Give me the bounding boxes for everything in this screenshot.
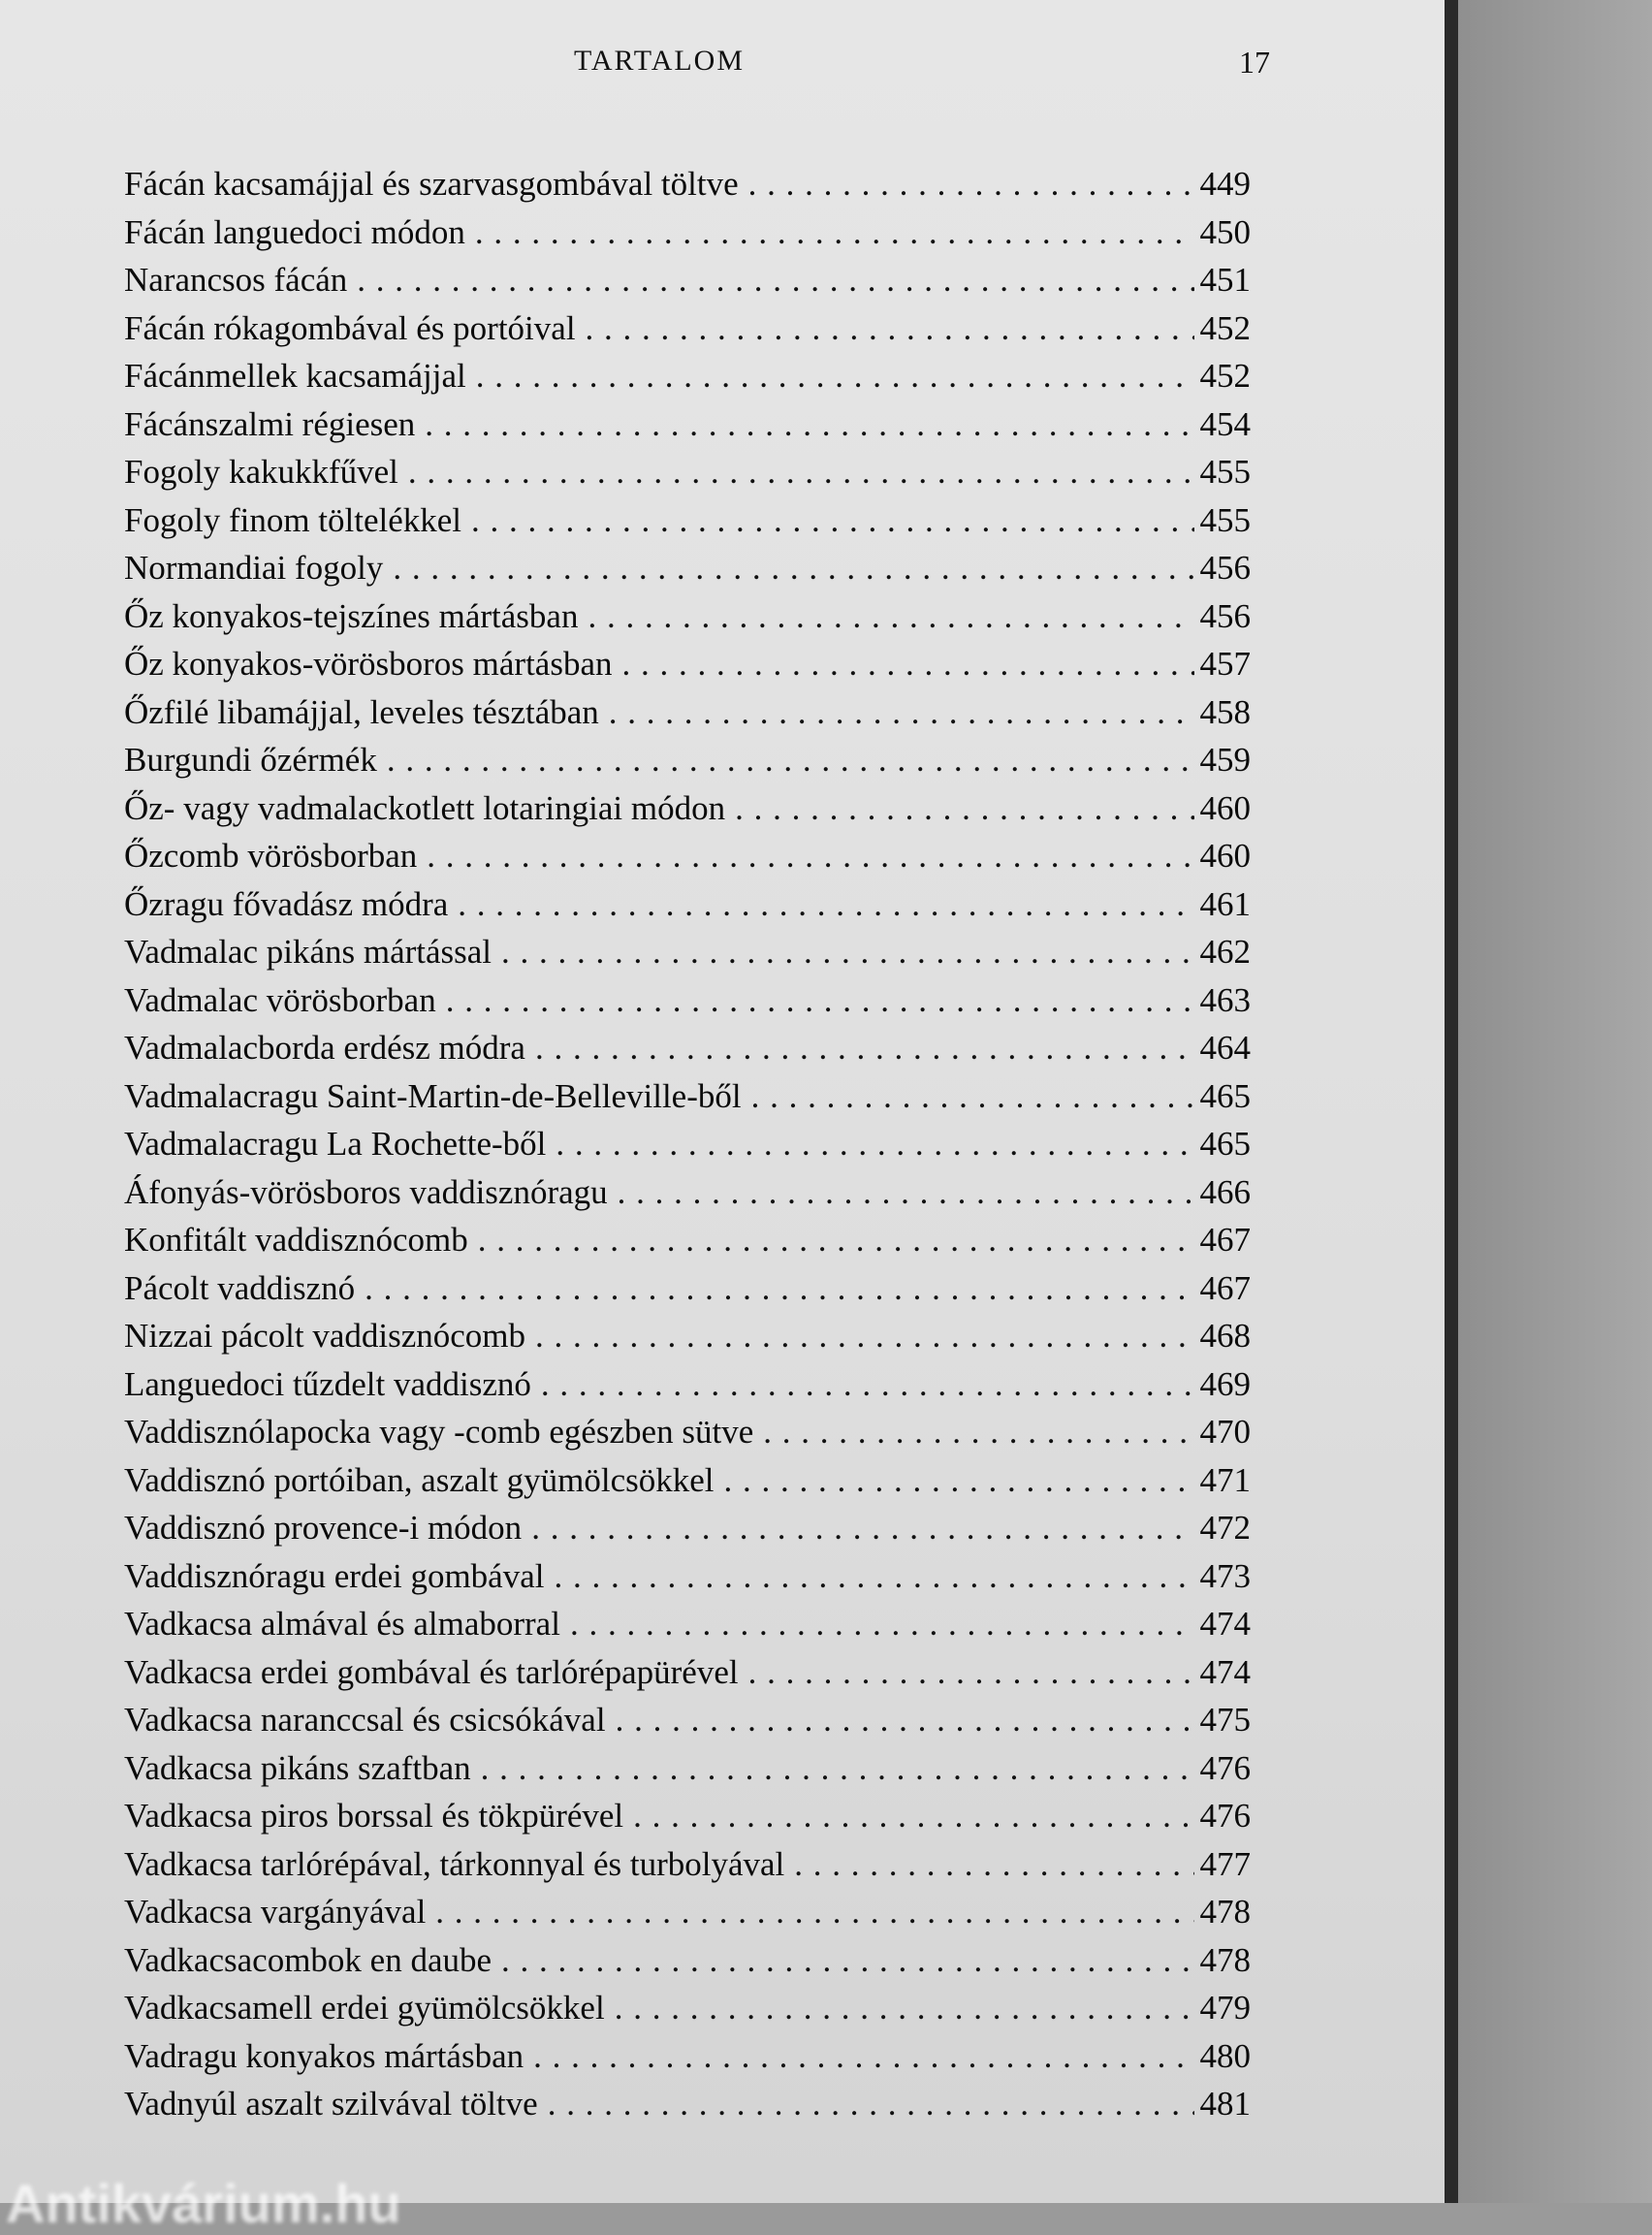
dot-leader [501,933,1193,972]
entry-title: Őzfilé libamájjal, leveles tésztában [124,692,599,731]
dot-leader [478,1221,1194,1260]
entry-title: Áfonyás-vörösboros vaddisznóragu [124,1172,608,1211]
entry-page: 467 [1199,1268,1251,1307]
entry-page: 463 [1199,980,1251,1019]
dot-leader [794,1845,1193,1884]
toc-entry [124,309,1251,358]
toc-entry [124,549,1251,597]
dot-leader [501,1941,1193,1980]
dot-leader [748,1653,1194,1692]
entry-title: Vaddisznó portóiban, aszalt gyümölcsökkel [124,1460,715,1499]
toc-entry [124,1413,1251,1461]
toc-entry [124,741,1251,789]
entry-title: Vadkacsa naranccsal és csicsókával [124,1701,606,1739]
dot-leader [609,693,1194,732]
dot-leader [357,261,1193,300]
entry-page: 460 [1199,837,1251,875]
toc-entry [124,1797,1251,1845]
toc-entry [124,1077,1251,1126]
dot-leader [586,309,1194,348]
toc-entry [124,357,1251,405]
dot-leader [618,1173,1194,1212]
background-surface [1445,0,1652,2203]
entry-page: 461 [1199,884,1251,923]
toc-entry [124,453,1251,501]
toc-entry [124,597,1251,646]
entry-page: 452 [1199,357,1251,395]
toc-entry [124,1509,1251,1557]
dot-leader [471,501,1193,540]
toc-entry [124,1029,1251,1077]
entry-page: 480 [1199,2036,1251,2075]
dot-leader [748,165,1194,204]
dot-leader [751,1077,1194,1116]
watermark: Antikvárium.hu [6,2173,401,2234]
entry-title: Vadkacsamell erdei gyümölcsökkel [124,1989,605,2027]
entry-page: 481 [1199,2085,1251,2123]
entry-title: Vaddisznó provence-i módon [124,1509,523,1547]
toc-entry [124,1173,1251,1222]
entry-title: Vaddisznóragu erdei gombával [124,1556,545,1595]
toc-entry [124,1893,1251,1941]
dot-leader [556,1125,1193,1164]
entry-page: 458 [1199,692,1251,731]
toc-entry [124,693,1251,742]
toc-entry [124,405,1251,454]
entry-title: Őz- vagy vadmalackotlett lotaringiai módon [124,788,726,827]
entry-title: Normandiai fogoly [124,549,384,587]
toc-entry [124,981,1251,1030]
entry-title: Vadnyúl aszalt szilvával töltve [124,2085,538,2123]
entry-page: 459 [1199,741,1251,779]
toc-entry [124,645,1251,693]
entry-title: Konfitált vaddisznócomb [124,1221,468,1259]
dot-leader [435,1893,1193,1932]
running-title: TARTALOM [573,45,746,77]
entry-title: Fácán kacsamájjal és szarvasgombával töltve [124,165,739,203]
entry-title: Vadkacsa almával és almaborral [124,1605,560,1643]
entry-page: 456 [1199,596,1251,635]
dot-leader [548,2085,1194,2123]
entry-title: Vadkacsacombok en daube [124,1940,492,1979]
toc-entry [124,213,1251,262]
entry-title: Vadmalacragu La Rochette-ből [124,1125,547,1163]
toc-entry [124,1701,1251,1749]
entry-page: 468 [1199,1317,1251,1355]
toc-entry [124,1365,1251,1414]
entry-title: Vadkacsa vargányával [124,1893,427,1931]
entry-title: Őz konyakos-tejszínes mártásban [124,596,579,635]
dot-leader [481,1749,1194,1788]
dot-leader [570,1605,1194,1644]
toc-entry [124,165,1251,213]
toc-entry [124,837,1251,885]
entry-title: Őzragu fővadász módra [124,884,449,923]
dot-leader [616,1701,1194,1740]
toc-entry [124,261,1251,309]
entry-page: 464 [1199,1029,1251,1067]
entry-page: 472 [1199,1509,1251,1547]
entry-title: Őzcomb vörösborban [124,837,418,875]
toc-entry [124,1653,1251,1702]
entry-page: 474 [1199,1652,1251,1691]
toc-entry [124,2085,1251,2133]
toc-entry [124,1989,1251,2037]
entry-title: Vadmalac pikáns mártással [124,933,492,971]
toc-entry [124,1461,1251,1510]
entry-title: Vadkacsa erdei gombával és tarlórépapürével [124,1652,739,1691]
dot-leader [408,453,1194,492]
entry-page: 465 [1199,1076,1251,1115]
entry-title: Fácán languedoci módon [124,212,465,251]
entry-title: Fácánmellek kacsamájjal [124,357,466,395]
toc-entry [124,501,1251,550]
entry-page: 454 [1199,404,1251,443]
entry-page: 467 [1199,1221,1251,1259]
dot-leader [387,741,1194,780]
dot-leader [365,1269,1193,1308]
entry-title: Vadkacsa piros borssal és tökpürével [124,1797,624,1835]
toc-entry [124,1269,1251,1318]
entry-page: 478 [1199,1893,1251,1931]
entry-title: Vadmalac vörösborban [124,980,436,1019]
dot-leader [476,357,1194,396]
entry-page: 471 [1199,1460,1251,1499]
dot-leader [475,213,1194,252]
entry-page: 450 [1199,212,1251,251]
dot-leader [458,885,1193,924]
entry-page: 457 [1199,645,1251,683]
entry-title: Languedoci tűzdelt vaddisznó [124,1364,531,1403]
toc-entry [124,2037,1251,2086]
dot-leader [541,1365,1194,1404]
dot-leader [446,981,1194,1020]
toc-entry [124,1605,1251,1653]
entry-page: 477 [1199,1844,1251,1883]
running-header [0,45,1445,87]
toc-entry [124,1125,1251,1173]
entry-page: 466 [1199,1172,1251,1211]
entry-page: 451 [1199,261,1251,299]
entry-page: 462 [1199,933,1251,971]
toc-entry [124,1221,1251,1269]
entry-page: 476 [1199,1797,1251,1835]
entry-page: 476 [1199,1748,1251,1787]
dot-leader [588,597,1193,636]
entry-page: 479 [1199,1989,1251,2027]
entry-page: 478 [1199,1940,1251,1979]
entry-page: 474 [1199,1605,1251,1643]
dot-leader [763,1413,1193,1452]
dot-leader [393,549,1193,588]
entry-title: Fácán rókagombával és portóival [124,308,576,347]
entry-title: Fogoly kakukkfűvel [124,453,398,491]
toc-entry [124,933,1251,981]
dot-leader [425,405,1193,444]
entry-title: Vadkacsa tarlórépával, tárkonnyal és turbolyával [124,1844,785,1883]
entry-page: 465 [1199,1125,1251,1163]
entry-page: 460 [1199,788,1251,827]
toc-entry [124,1557,1251,1606]
entry-page: 475 [1199,1701,1251,1739]
dot-leader [535,1029,1194,1068]
dot-leader [533,2037,1193,2076]
entry-page: 455 [1199,500,1251,539]
entry-title: Vadragu konyakos mártásban [124,2036,524,2075]
entry-title: Fogoly finom töltelékkel [124,500,462,539]
dot-leader [535,1317,1193,1356]
toc-entry [124,1845,1251,1894]
dot-leader [427,837,1193,876]
toc-entry [124,1317,1251,1365]
entry-page: 473 [1199,1556,1251,1595]
entry-title: Vaddisznólapocka vagy -comb egészben sütve [124,1413,754,1451]
dot-leader [622,645,1194,684]
entry-page: 449 [1199,165,1251,203]
dot-leader [554,1557,1193,1596]
entry-title: Vadkacsa pikáns szaftban [124,1748,471,1787]
entry-page: 455 [1199,453,1251,491]
entry-title: Vadmalacragu Saint-Martin-de-Belleville-ből [124,1076,742,1115]
toc-entry [124,885,1251,934]
dot-leader [633,1797,1193,1836]
entry-title: Vadmalacborda erdész módra [124,1029,525,1067]
toc-entry [124,1749,1251,1798]
entry-title: Pácolt vaddisznó [124,1268,356,1307]
entry-title: Nizzai pácolt vaddisznócomb [124,1317,526,1355]
table-of-contents [124,165,1251,2133]
dot-leader [723,1461,1193,1500]
entry-title: Fácánszalmi régiesen [124,404,416,443]
dot-leader [615,1989,1194,2027]
toc-entry [124,1941,1251,1990]
entry-page: 452 [1199,308,1251,347]
toc-entry [124,789,1251,838]
dot-leader [735,789,1193,828]
entry-title: Őz konyakos-vörösboros mártásban [124,645,613,683]
entry-page: 456 [1199,549,1251,587]
page-number: 17 [1239,45,1270,80]
dot-leader [531,1509,1193,1548]
entry-title: Burgundi őzérmék [124,741,377,779]
entry-page: 469 [1199,1364,1251,1403]
entry-page: 470 [1199,1413,1251,1451]
entry-title: Narancsos fácán [124,261,348,299]
